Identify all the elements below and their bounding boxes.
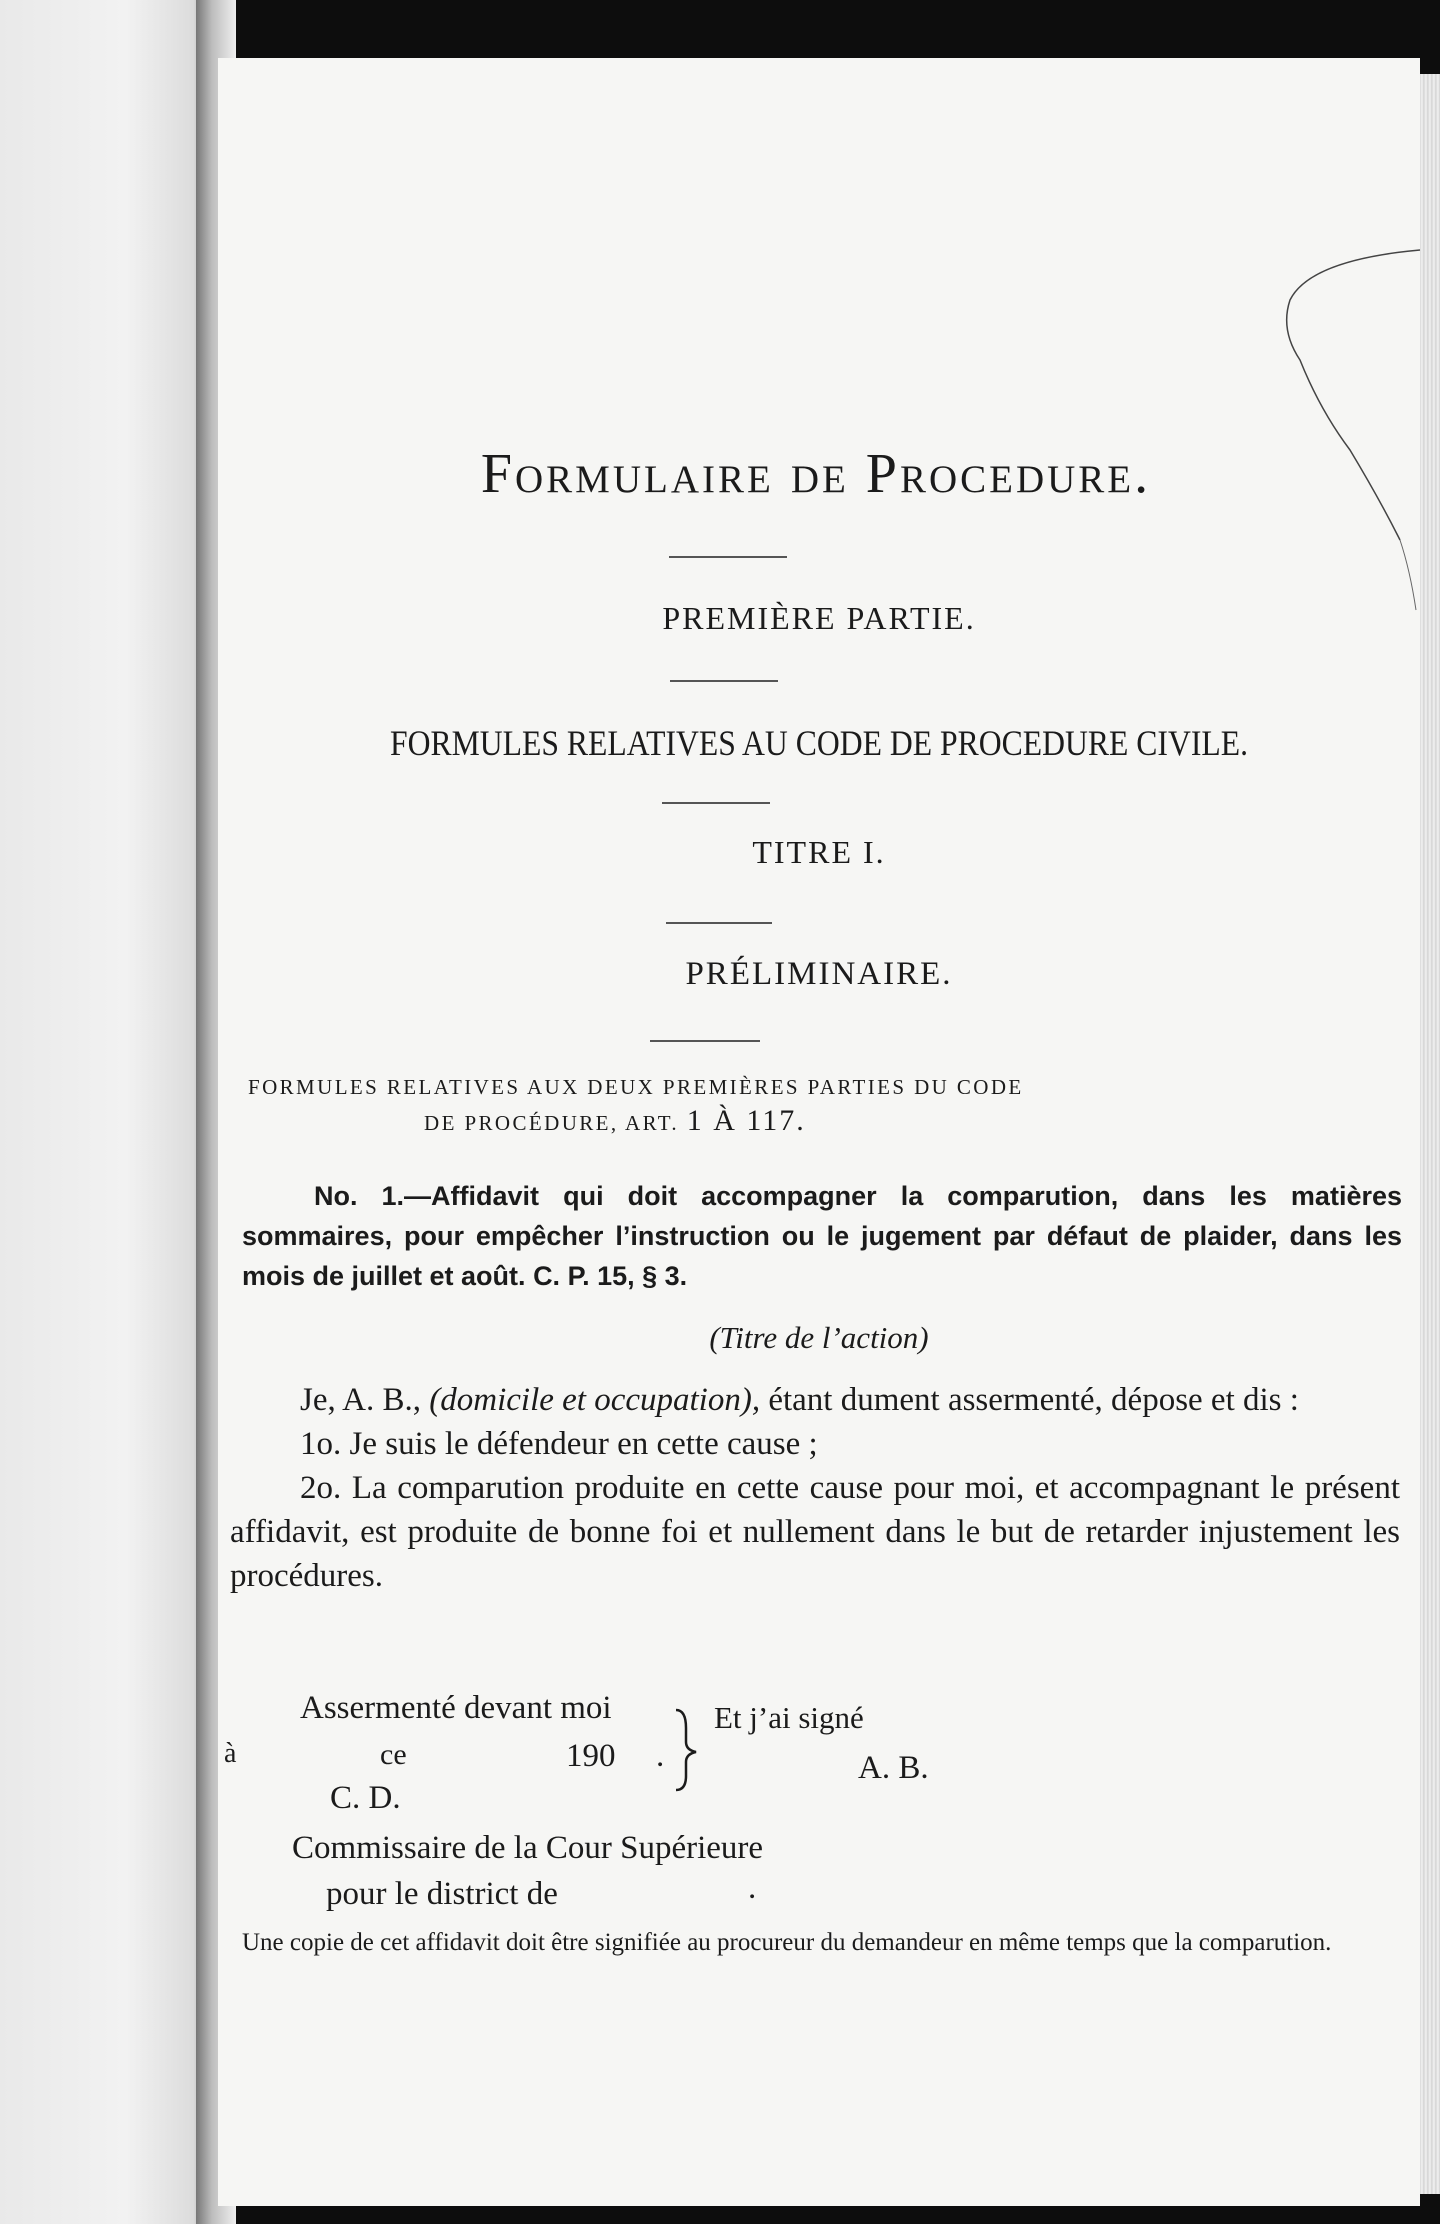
curly-brace-icon <box>672 1706 702 1794</box>
divider-rule <box>666 922 772 924</box>
commissioner-line-1: Commissaire de la Cour Supérieure <box>292 1830 764 1866</box>
part-heading: PREMIÈRE PARTIE. <box>662 600 976 636</box>
date-year: 190 <box>566 1738 616 1774</box>
divider-rule <box>650 1040 760 1042</box>
sworn-line: Assermenté devant moi <box>300 1690 612 1726</box>
date-ce: ce <box>380 1738 407 1771</box>
paragraph-item-1: 1o. Je suis le défendeur en cette cause ; <box>300 1426 818 1462</box>
deponent-domicile: (domicile et occupation), <box>429 1382 761 1418</box>
date-dot: . <box>656 1738 665 1774</box>
subheading-article-prefix: DE PROCÉDURE, ART. <box>424 1111 680 1135</box>
previous-page-edge <box>0 0 210 2224</box>
place-a: à <box>224 1738 237 1769</box>
commissioner-line-2: pour le district de <box>326 1876 558 1912</box>
page-title: Formulaire de Procedure. <box>480 443 1152 505</box>
titre-heading: TITRE I. <box>752 834 886 870</box>
formules-heading: FORMULES RELATIVES AU CODE DE PROCEDURE CIVILE. <box>389 723 1249 763</box>
signed-line: Et j’ai signé <box>714 1700 864 1735</box>
form-heading-text: Affidavit qui doit accompagner la comparution, dans les matières sommaires, pour empêcher l’instruction ou le jugement par défaut de plaider, dans les mois de juillet et août. <box>242 1181 1402 1291</box>
divider-rule <box>669 556 787 558</box>
subheading-article-range: 1 À 117. <box>686 1104 806 1137</box>
form-number: No. 1.— <box>314 1181 432 1211</box>
paragraph-deponent <box>230 1378 1400 1422</box>
preliminaire-heading: PRÉLIMINAIRE. <box>685 956 953 992</box>
signature-ab: A. B. <box>858 1750 929 1786</box>
deponent-name: Je, A. B., <box>300 1382 422 1418</box>
paragraph-item-2: 2o. La comparution produite en cette cause pour moi, et accompagnant le présent affidavit, est produite de bonne foi et nullement dans le but de retarder injustement les procédures. <box>230 1470 1400 1594</box>
footnote-text: Une copie de cet affidavit doit être signifiée au procureur du demandeur en même temps que la comparution. <box>242 1929 1332 1956</box>
book-page <box>218 58 1420 2206</box>
deponent-oath: étant dument assermenté, dépose et dis : <box>768 1382 1299 1418</box>
divider-rule <box>662 802 770 804</box>
affidavit-body <box>230 1378 1400 1598</box>
form-reference: C. P. 15, § 3. <box>533 1261 688 1291</box>
form-heading <box>242 1176 1402 1296</box>
action-title: (Titre de l’action) <box>709 1320 929 1355</box>
page-stack-edge <box>1420 74 1440 2194</box>
commissioner-dot: . <box>748 1870 757 1906</box>
divider-rule <box>670 680 778 682</box>
subheading-line-1: FORMULES RELATIVES AUX DEUX PREMIÈRES PARTIES DU CODE <box>248 1075 1024 1099</box>
footnote <box>218 1926 1398 1960</box>
signature-cd: C. D. <box>330 1780 401 1816</box>
subheading-line-2 <box>424 1106 806 1138</box>
